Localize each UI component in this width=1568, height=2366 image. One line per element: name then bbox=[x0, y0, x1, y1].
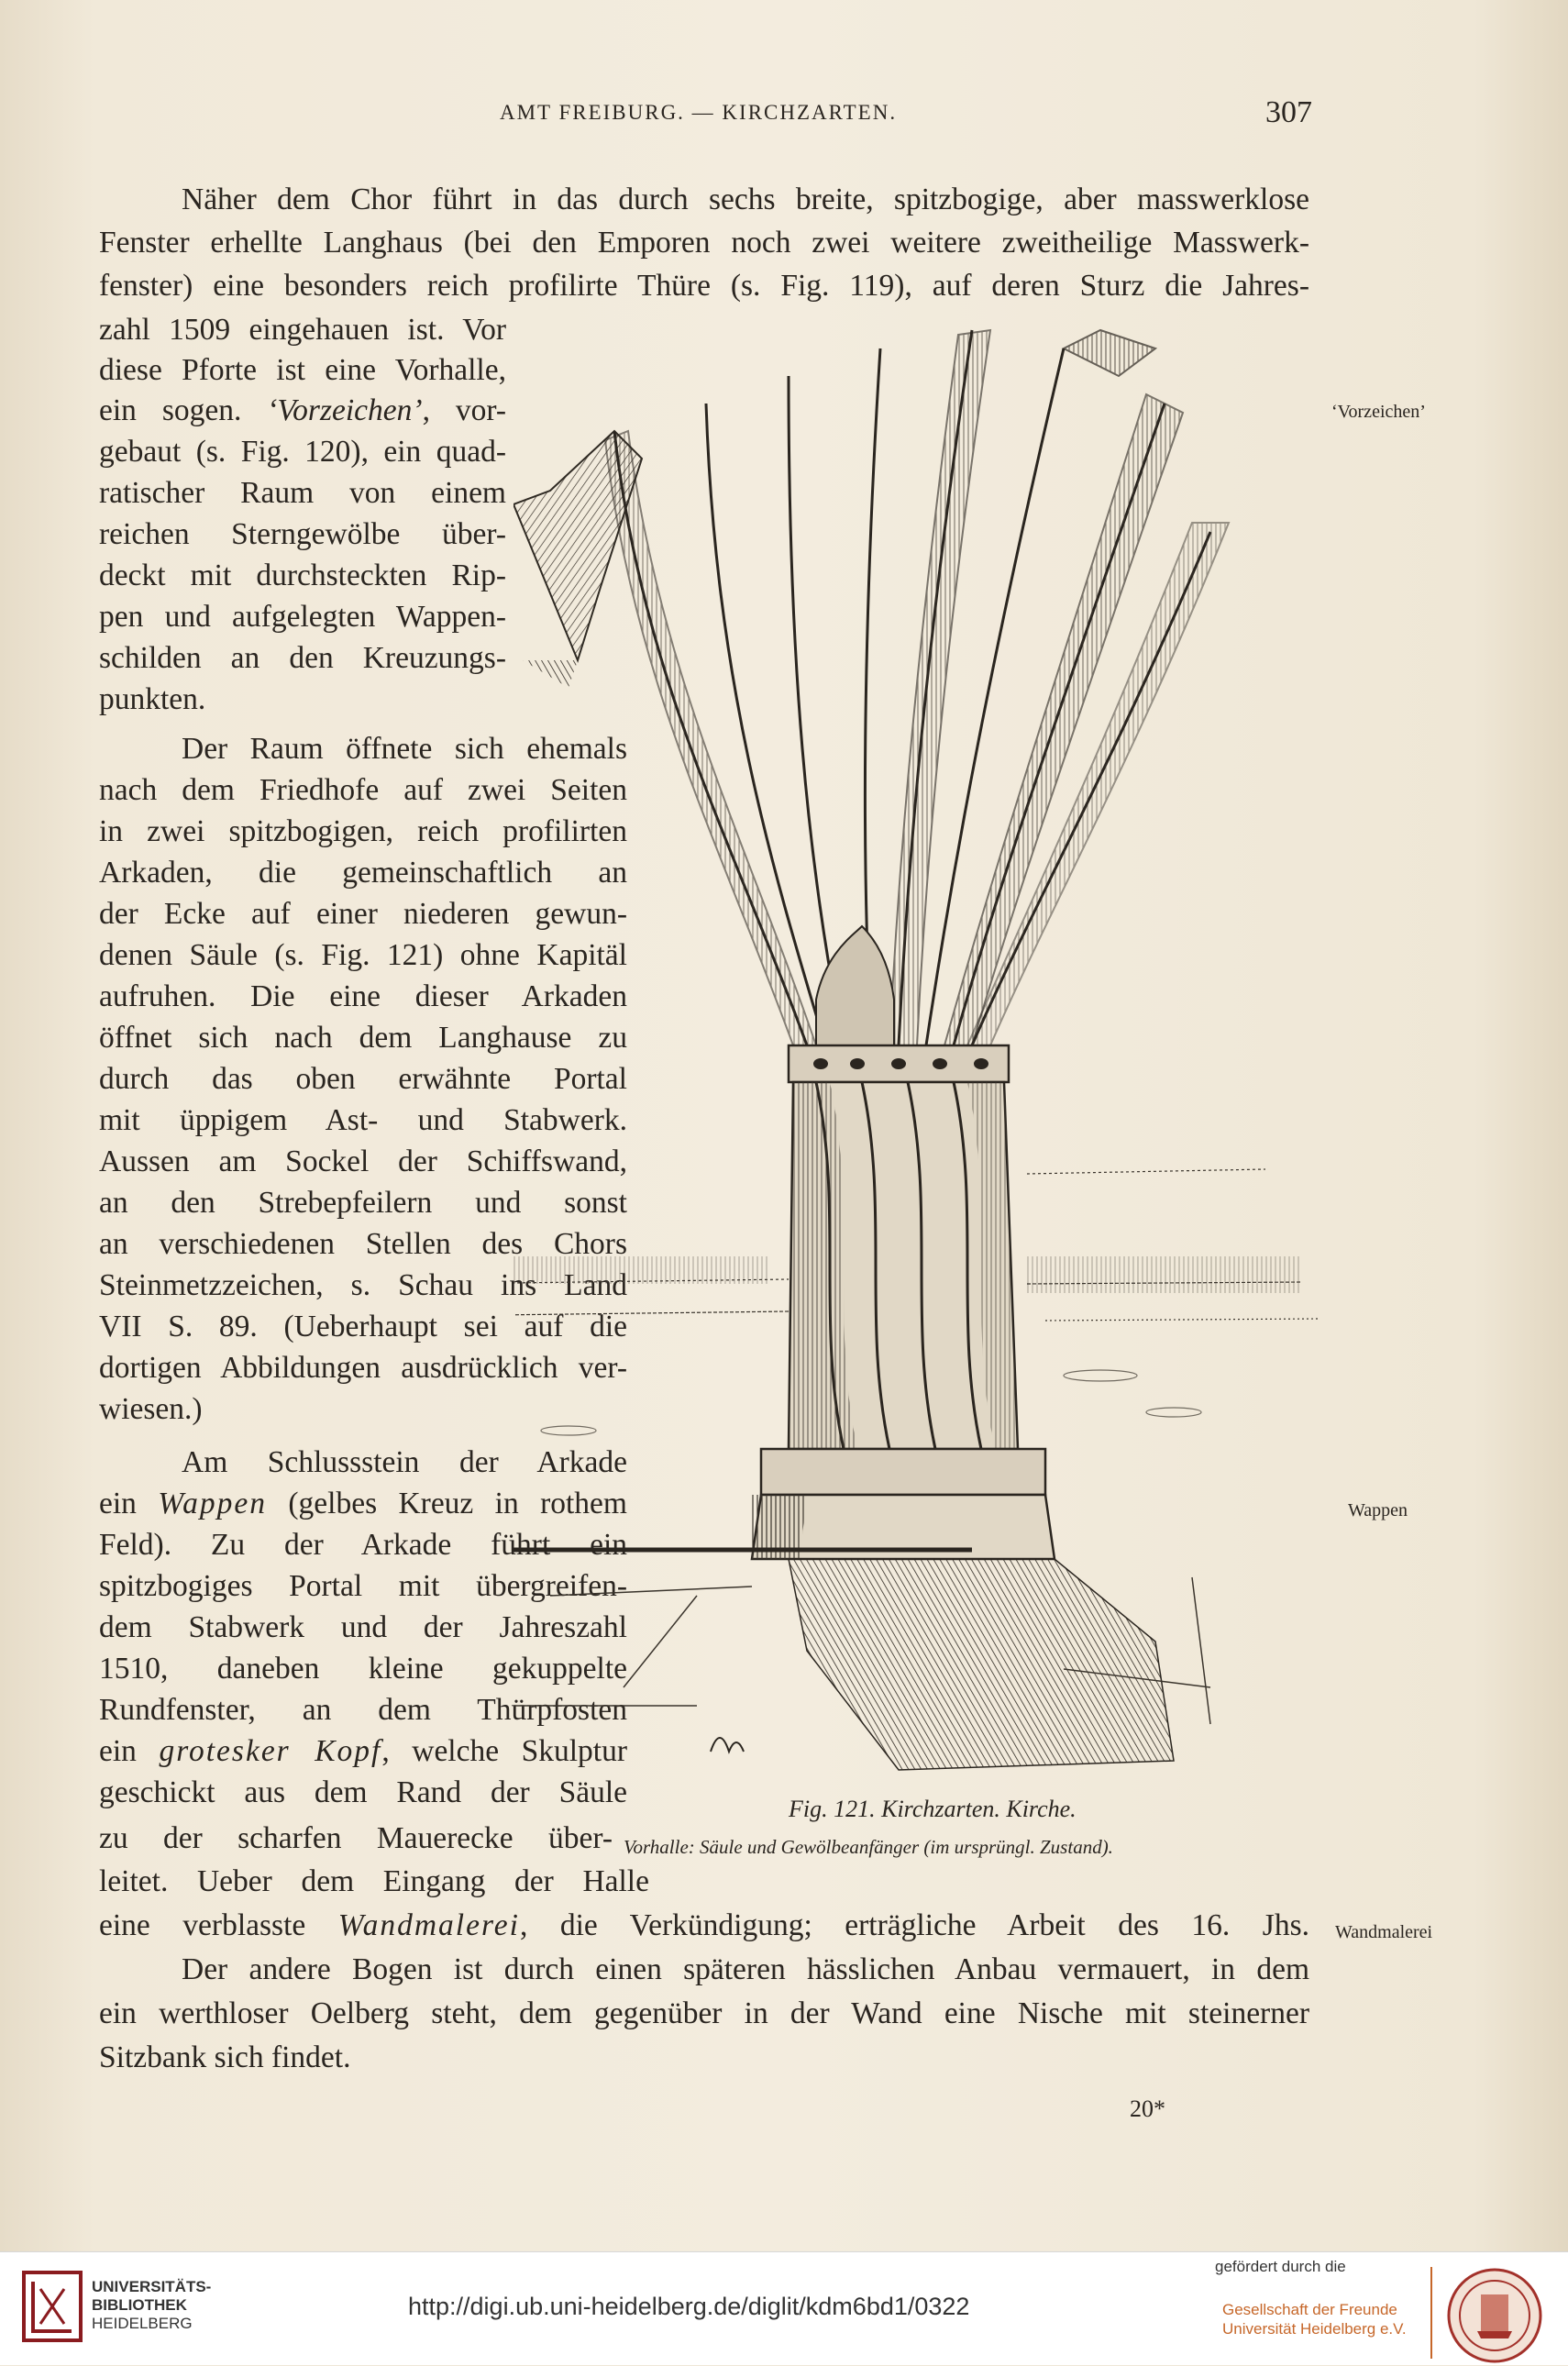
margin-note-wandmalerei: Wandmalerei bbox=[1335, 1922, 1433, 1942]
text-line: ein werthloser Oelberg steht, dem gegenüber in der Wand eine Nische mit steinerner bbox=[99, 1996, 1309, 2030]
italic-term: grotesker Kopf bbox=[159, 1734, 382, 1768]
library-name: UNIVERSITÄTS- BIBLIOTHEK HEIDELBERG bbox=[92, 2278, 212, 2332]
running-title: AMT FREIBURG. — KIRCHZARTEN. bbox=[500, 101, 898, 124]
text-line: Rundfenster, an dem Thürpfosten bbox=[99, 1693, 627, 1727]
divider bbox=[1430, 2267, 1432, 2359]
text-line: durch das oben erwähnte Portal bbox=[99, 1062, 627, 1096]
italic-term: Wappen bbox=[158, 1487, 267, 1520]
text-line: punkten. bbox=[99, 682, 206, 716]
permalink-url[interactable]: http://digi.ub.uni-heidelberg.de/diglit/kdm6bd1/0322 bbox=[408, 2293, 970, 2320]
text-line: Steinmetzzeichen, s. Schau ins Land bbox=[99, 1268, 627, 1302]
text-line: in zwei spitzbogigen, reich profilirten bbox=[99, 814, 627, 848]
italic-term: ‘Vorzeichen’ bbox=[267, 393, 423, 427]
figure-caption-title: Fig. 121. Kirchzarten. Kirche. bbox=[789, 1796, 1077, 1822]
text-line: denen Säule (s. Fig. 121) ohne Kapitäl bbox=[99, 938, 627, 972]
page-number: 307 bbox=[1265, 95, 1312, 129]
text-line: gebaut (s. Fig. 120), ein quad- bbox=[99, 435, 506, 469]
text-line: fenster) eine besonders reich profilirte Thüre (s. Fig. 119), auf deren Sturz die Jahres- bbox=[99, 269, 1309, 303]
text-line: eine verblasste Wandmalerei, die Verkündigung; erträgliche Arbeit des 16. Jhs. bbox=[99, 1908, 1309, 1942]
text-line: an verschiedenen Stellen des Chors bbox=[99, 1227, 627, 1261]
text-line: pen und aufgelegten Wappen- bbox=[99, 600, 506, 634]
text-line: schilden an den Kreuzungs- bbox=[99, 641, 506, 675]
text-line: der Ecke auf einer niederen gewun- bbox=[99, 897, 627, 931]
text-line: reichen Sterngewölbe über- bbox=[99, 517, 506, 551]
text-line: leitet. Ueber dem Eingang der Halle bbox=[99, 1864, 649, 1898]
text-line: Aussen am Sockel der Schiffswand, bbox=[99, 1144, 627, 1178]
artist-monogram-icon bbox=[711, 1738, 744, 1752]
column-engraving-illustration bbox=[513, 293, 1339, 1797]
text-line: ratischer Raum von einem bbox=[99, 476, 506, 510]
text-line: spitzbogiges Portal mit übergreifen- bbox=[99, 1569, 627, 1603]
text-line: 1510, daneben kleine gekuppelte bbox=[99, 1652, 627, 1686]
text-line: deckt mit durchsteckten Rip- bbox=[99, 558, 506, 592]
text-line: dem Stabwerk und der Jahreszahl bbox=[99, 1610, 627, 1644]
text-line: ein sogen. ‘Vorzeichen’, vor- bbox=[99, 393, 506, 427]
text-line: VII S. 89. (Ueberhaupt sei auf die bbox=[99, 1310, 627, 1343]
text-line: zahl 1509 eingehauen ist. Vor bbox=[99, 313, 506, 347]
figure-caption-subtitle: Vorhalle: Säule und Gewölbeanfänger (im ursprüngl. Zustand). bbox=[624, 1836, 1113, 1858]
margin-note-vorzeichen: ‘Vorzeichen’ bbox=[1331, 402, 1426, 422]
text-line: wiesen.) bbox=[99, 1392, 203, 1426]
text-line: öffnet sich nach dem Langhause zu bbox=[99, 1021, 627, 1055]
signature-mark: 20* bbox=[1130, 2095, 1165, 2122]
text-line: Feld). Zu der Arkade führt ein bbox=[99, 1528, 627, 1562]
society-name: Gesellschaft der Freunde Universität Heidelberg e.V. bbox=[1222, 2301, 1407, 2338]
university-seal-icon bbox=[1444, 2265, 1545, 2366]
funded-by-label: gefördert durch die bbox=[1215, 2258, 1346, 2275]
text-line: nach dem Friedhofe auf zwei Seiten bbox=[99, 773, 627, 807]
university-library-logo-icon bbox=[20, 2269, 84, 2344]
text-line: ein grotesker Kopf, welche Skulptur bbox=[99, 1734, 628, 1768]
text-line: Sitzbank sich findet. bbox=[99, 2040, 351, 2074]
text-line: zu der scharfen Mauerecke über- bbox=[99, 1821, 613, 1855]
text-line: Der Raum öffnete sich ehemals bbox=[182, 732, 627, 766]
text-line: Am Schlussstein der Arkade bbox=[182, 1445, 627, 1479]
text-line: diese Pforte ist eine Vorhalle, bbox=[99, 353, 506, 387]
text-line: geschickt aus dem Rand der Säule bbox=[99, 1775, 627, 1809]
footer-bar bbox=[0, 2251, 1568, 2365]
text-line: an den Strebepfeilern und sonst bbox=[99, 1186, 627, 1220]
text-line: Arkaden, die gemeinschaftlich an bbox=[99, 856, 627, 890]
text-line: mit üppigem Ast- und Stabwerk. bbox=[99, 1103, 627, 1137]
text-line: aufruhen. Die eine dieser Arkaden bbox=[99, 979, 627, 1013]
text-line: Der andere Bogen ist durch einen späteren hässlichen Anbau vermauert, in dem bbox=[182, 1952, 1309, 1986]
text-line: Fenster erhellte Langhaus (bei den Emporen noch zwei weitere zweitheilige Masswerk- bbox=[99, 226, 1309, 260]
text-line: Näher dem Chor führt in das durch sechs breite, spitzbogige, aber masswerklose bbox=[182, 182, 1309, 216]
italic-term: Wandmalerei bbox=[337, 1908, 520, 1942]
text-line: ein Wappen (gelbes Kreuz in rothem bbox=[99, 1487, 627, 1520]
margin-note-wappen: Wappen bbox=[1348, 1500, 1408, 1520]
text-line: dortigen Abbildungen ausdrücklich ver- bbox=[99, 1351, 627, 1385]
